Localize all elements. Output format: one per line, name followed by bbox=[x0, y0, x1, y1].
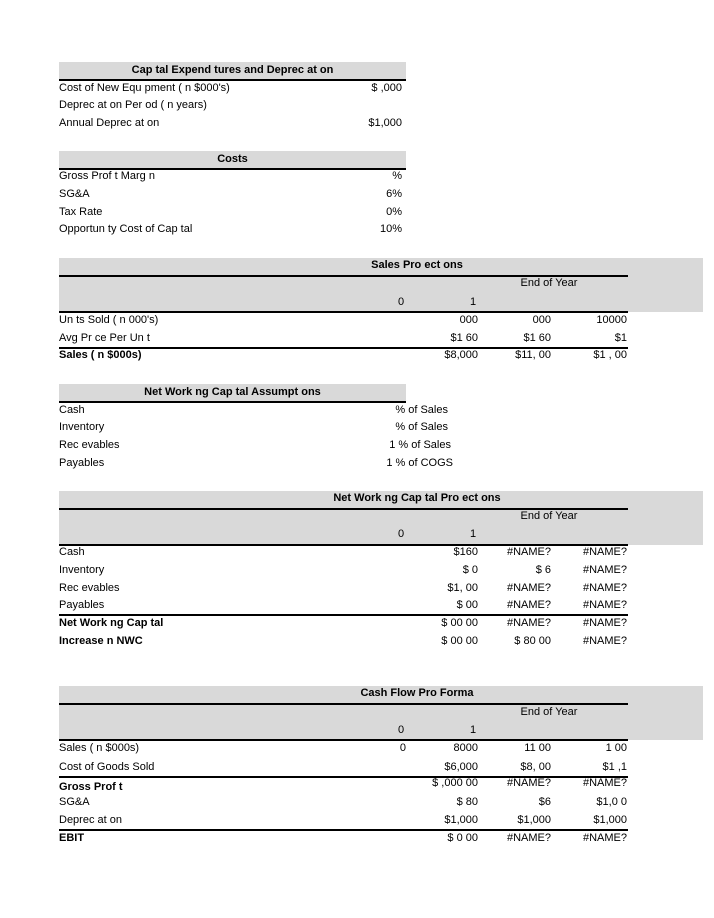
nwc-c1: $ 0 bbox=[462, 564, 478, 576]
nwc-assumption-row bbox=[59, 402, 451, 418]
cashflow-c0: 0 bbox=[399, 742, 406, 754]
cashflow-c3: $1,0 0 bbox=[596, 796, 627, 808]
costs-value: % bbox=[392, 170, 402, 182]
sales-label: Un ts Sold ( n 000's) bbox=[59, 314, 159, 326]
nwc-label: Rec evables bbox=[59, 582, 120, 594]
nwc-row bbox=[59, 544, 628, 560]
sales-row bbox=[59, 312, 628, 328]
sales-label: Avg Pr ce Per Un t bbox=[59, 332, 150, 344]
capex-row bbox=[59, 80, 406, 96]
nwc-year-0: 0 bbox=[397, 528, 405, 540]
cashflow-label: Deprec at on bbox=[59, 814, 122, 826]
nwc-c1: $ 00 00 bbox=[441, 617, 478, 629]
cashflow-end-of-year: End of Year bbox=[520, 706, 578, 718]
cashflow-ebit-row bbox=[59, 830, 628, 846]
nwc-c3: #NAME? bbox=[582, 599, 627, 611]
cashflow-header bbox=[59, 686, 703, 740]
nwc-c3: #NAME? bbox=[582, 582, 627, 594]
nwc-assumptions-title: Net Work ng Cap tal Assumpt ons bbox=[59, 384, 406, 403]
nwc-c1: $1, 00 bbox=[447, 582, 478, 594]
capex-row bbox=[59, 97, 406, 113]
costs-value: 6% bbox=[386, 188, 402, 200]
nwc-year-1: 1 bbox=[469, 528, 477, 540]
costs-label: Opportun ty Cost of Cap tal bbox=[59, 223, 193, 235]
cashflow-row bbox=[59, 812, 628, 828]
nwc-label: Net Work ng Cap tal bbox=[59, 617, 164, 629]
costs-value: 10% bbox=[379, 223, 402, 235]
nwc-c2: $ 80 00 bbox=[514, 635, 551, 647]
sales-c2: 000 bbox=[532, 314, 551, 326]
cashflow-c3: $1 ,1 bbox=[602, 761, 627, 773]
cashflow-title: Cash Flow Pro Forma bbox=[360, 687, 474, 699]
cashflow-label: Gross Prof t bbox=[59, 781, 123, 793]
nwc-c1: $160 bbox=[453, 546, 478, 558]
nwc-assumption-value: % of Sales bbox=[395, 421, 448, 433]
sales-total-row bbox=[59, 347, 628, 363]
capex-label: Cost of New Equ pment ( n $000's) bbox=[59, 82, 230, 94]
cashflow-c1: 8000 bbox=[453, 742, 478, 754]
nwc-projections-header bbox=[59, 491, 703, 545]
nwc-c3: #NAME? bbox=[582, 546, 627, 558]
cashflow-year-0: 0 bbox=[397, 724, 405, 736]
sales-c3: $1 bbox=[614, 332, 627, 344]
nwc-c2: #NAME? bbox=[506, 617, 551, 629]
nwc-increase-row bbox=[59, 633, 628, 649]
sales-c3: 10000 bbox=[596, 314, 627, 326]
cashflow-gross-profit-row bbox=[59, 777, 628, 793]
nwc-label: Payables bbox=[59, 599, 105, 611]
nwc-assumption-label: Payables bbox=[59, 457, 105, 469]
nwc-label: Cash bbox=[59, 546, 85, 558]
nwc-assumption-value: % of Sales bbox=[395, 404, 448, 416]
nwc-end-of-year: End of Year bbox=[520, 510, 578, 522]
cashflow-label: Cost of Goods Sold bbox=[59, 761, 155, 773]
cashflow-label: SG&A bbox=[59, 796, 90, 808]
costs-label: Gross Prof t Marg n bbox=[59, 170, 155, 182]
nwc-c2: #NAME? bbox=[506, 546, 551, 558]
nwc-assumption-label: Cash bbox=[59, 404, 85, 416]
costs-value: 0% bbox=[386, 206, 402, 218]
cashflow-c3: 1 00 bbox=[605, 742, 627, 754]
cashflow-c3: $1,000 bbox=[593, 814, 627, 826]
capex-title: Cap tal Expend tures and Deprec at on bbox=[59, 62, 406, 81]
cashflow-row bbox=[59, 740, 628, 756]
sales-header bbox=[59, 258, 703, 312]
sales-c3: $1 , 00 bbox=[593, 349, 627, 361]
cashflow-c1: $1,000 bbox=[444, 814, 478, 826]
sales-end-of-year: End of Year bbox=[520, 277, 578, 289]
nwc-c2: #NAME? bbox=[506, 582, 551, 594]
cashflow-c1: $ 80 bbox=[456, 796, 478, 808]
nwc-assumption-value: 1 % of COGS bbox=[386, 457, 453, 469]
cashflow-c2: $6 bbox=[538, 796, 551, 808]
capex-value: $ ,000 bbox=[371, 82, 402, 94]
nwc-total-row bbox=[59, 615, 628, 631]
costs-title: Costs bbox=[59, 151, 406, 170]
costs-row bbox=[59, 186, 406, 202]
cashflow-c2: 11 00 bbox=[524, 742, 551, 754]
cashflow-c2: #NAME? bbox=[506, 777, 551, 789]
sales-c2: $1 60 bbox=[523, 332, 551, 344]
nwc-label: Increase n NWC bbox=[59, 635, 143, 647]
nwc-row bbox=[59, 562, 628, 578]
cashflow-c1: $ 0 00 bbox=[447, 832, 478, 844]
nwc-row bbox=[59, 580, 628, 596]
cashflow-label: Sales ( n $000s) bbox=[59, 742, 140, 754]
cashflow-row bbox=[59, 759, 628, 775]
capex-row bbox=[59, 115, 406, 131]
sales-row bbox=[59, 330, 628, 346]
cashflow-row bbox=[59, 794, 628, 810]
sales-c1: 000 bbox=[459, 314, 478, 326]
costs-row bbox=[59, 221, 406, 237]
nwc-assumption-value: 1 % of Sales bbox=[389, 439, 451, 451]
nwc-assumption-label: Rec evables bbox=[59, 439, 120, 451]
sales-c1: $8,000 bbox=[444, 349, 478, 361]
sales-year-1: 1 bbox=[469, 296, 477, 308]
costs-label: SG&A bbox=[59, 188, 90, 200]
capex-label: Annual Deprec at on bbox=[59, 117, 160, 129]
cashflow-label: EBIT bbox=[59, 832, 85, 844]
nwc-assumption-row bbox=[59, 437, 451, 453]
costs-row bbox=[59, 204, 406, 220]
cashflow-c1: $ ,000 00 bbox=[432, 777, 478, 789]
nwc-c3: #NAME? bbox=[582, 617, 627, 629]
sales-year-0: 0 bbox=[397, 296, 405, 308]
sales-c2: $11, 00 bbox=[515, 349, 551, 361]
capex-label: Deprec at on Per od ( n years) bbox=[59, 99, 207, 111]
nwc-c2: $ 6 bbox=[535, 564, 551, 576]
sales-label: Sales ( n $000s) bbox=[59, 349, 142, 361]
cashflow-c1: $6,000 bbox=[444, 761, 478, 773]
nwc-label: Inventory bbox=[59, 564, 105, 576]
cashflow-c2: $1,000 bbox=[517, 814, 551, 826]
nwc-c2: #NAME? bbox=[506, 599, 551, 611]
cashflow-c2: $8, 00 bbox=[520, 761, 551, 773]
costs-label: Tax Rate bbox=[59, 206, 103, 218]
nwc-row bbox=[59, 597, 628, 613]
cashflow-year-1: 1 bbox=[469, 724, 477, 736]
nwc-projections-title: Net Work ng Cap tal Pro ect ons bbox=[333, 492, 501, 504]
sales-c1: $1 60 bbox=[450, 332, 478, 344]
nwc-c3: #NAME? bbox=[582, 635, 627, 647]
nwc-c3: #NAME? bbox=[582, 564, 627, 576]
sales-title: Sales Pro ect ons bbox=[371, 259, 463, 271]
cashflow-c2: #NAME? bbox=[506, 832, 551, 844]
nwc-assumption-label: Inventory bbox=[59, 421, 105, 433]
capex-value: $1,000 bbox=[368, 117, 402, 129]
nwc-assumption-row bbox=[59, 419, 451, 435]
cashflow-c3: #NAME? bbox=[582, 777, 627, 789]
nwc-assumption-row bbox=[59, 455, 451, 471]
costs-row bbox=[59, 168, 406, 184]
nwc-c1: $ 00 bbox=[456, 599, 478, 611]
cashflow-c3: #NAME? bbox=[582, 832, 627, 844]
nwc-c1: $ 00 00 bbox=[441, 635, 478, 647]
